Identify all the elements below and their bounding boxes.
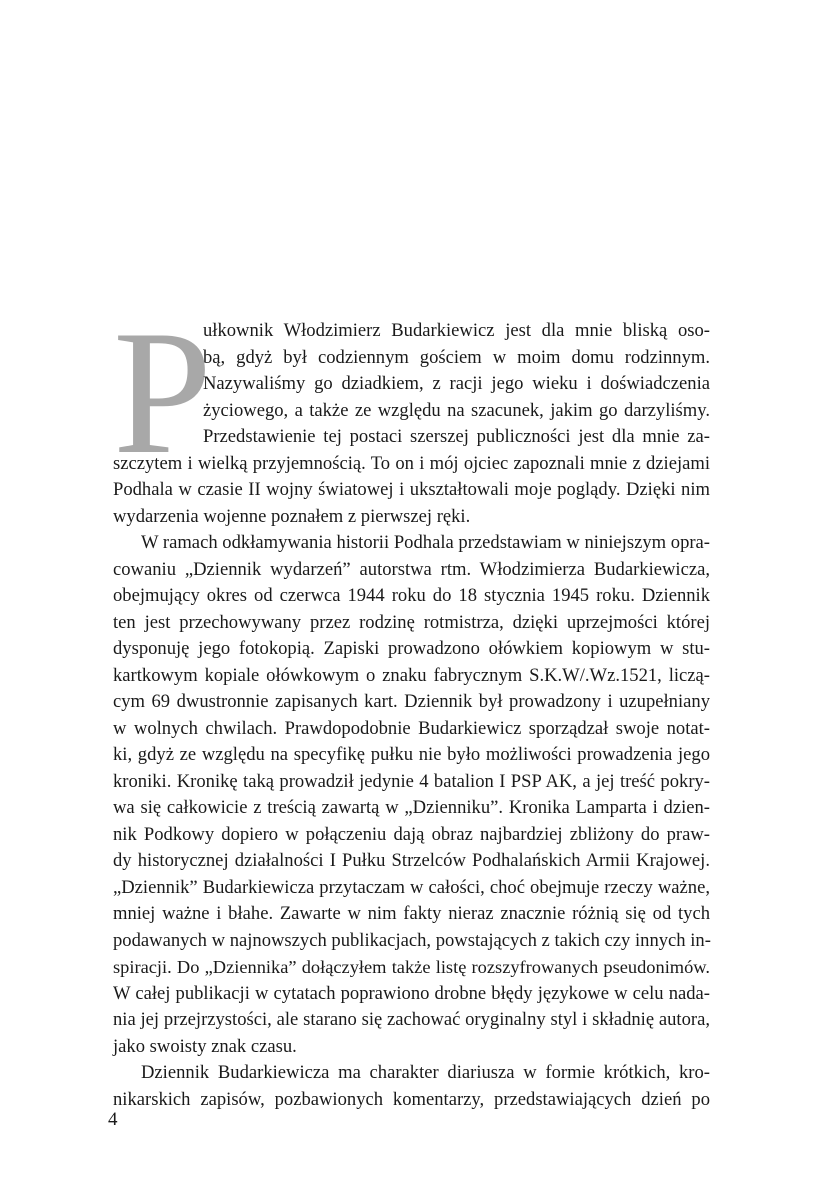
text-line: bą, gdyż był codziennym gościem w moim domu rodzinnym. xyxy=(203,346,710,368)
text-line: obejmujący okres od czerwca 1944 roku do 18 stycznia 1945 roku. Dziennik xyxy=(113,585,710,606)
text-line: kroniki. Kronikę taką prowadził jedynie 4 batalion I PSP AK, a jej treść pokry- xyxy=(113,770,710,792)
text-line: „Dziennik” Budarkiewicza przytaczam w całości, choć obejmuje rzeczy ważne, xyxy=(113,876,710,898)
paragraph xyxy=(113,318,710,530)
text-line: ten jest przechowywany przez rodzinę rotmistrza, dzięki uprzejmości której xyxy=(113,611,710,633)
text-line: nia jej przejrzystości, ale starano się zachować oryginalny styl i składnię autora, xyxy=(113,1009,710,1030)
text-line: jako swoisty znak czasu. xyxy=(113,1035,297,1057)
text-line: mniej ważne i błahe. Zawarte w nim fakty nieraz znacznie różnią się od tych xyxy=(113,903,710,924)
text-line: dy historycznej działalności I Pułku Strzelców Podhalańskich Armii Krajowej. xyxy=(113,850,710,871)
text-line: W całej publikacji w cytatach poprawiono drobne błędy językowe w celu nada- xyxy=(113,982,710,1004)
text-line: nikarskich zapisów, pozbawionych komentarzy, przedstawiających dzień po xyxy=(113,1088,710,1110)
text-line: ki, gdyż ze względu na specyfikę pułku nie było możliwości prowadzenia jego xyxy=(113,744,710,765)
text-line: podawanych w najnowszych publikacjach, powstających z takich czy innych in- xyxy=(113,929,711,951)
text-line: W ramach odkłamywania historii Podhala przedstawiam w niniejszym opra- xyxy=(141,532,710,553)
text-line: dysponuję jego fotokopią. Zapiski prowadzono ołówkiem kopiowym w stu- xyxy=(113,638,710,659)
text-line: Podhala w czasie II wojny światowej i ukształtowali moje poglądy. Dzięki nim xyxy=(113,479,710,500)
text-line: Przedstawienie tej postaci szerszej publiczności jest dla mnie za- xyxy=(203,426,710,447)
text-line: kartkowym kopiale ołówkowym o znaku fabrycznym S.K.W/.Wz.1521, liczą- xyxy=(113,664,710,686)
text-line: życiowego, a także ze względu na szacunek, jakim go darzyliśmy. xyxy=(203,399,710,421)
text-line: cym 69 dwustronnie zapisanych kart. Dziennik był prowadzony i uzupełniany xyxy=(113,691,710,712)
drop-cap-letter: P xyxy=(113,293,212,491)
page-number: 4 xyxy=(108,1109,118,1130)
text-line: wa się całkowicie z treścią zawartą w „Dzienniku”. Kronika Lamparta i dzien- xyxy=(113,797,710,818)
body-text xyxy=(113,318,710,1113)
text-line: w wolnych chwilach. Prawdopodobnie Budarkiewicz sporządzał swoje notat- xyxy=(113,717,710,739)
text-line: nik Podkowy dopiero w połączeniu dają obraz najbardziej zbliżony do praw- xyxy=(113,823,710,845)
text-line: spiracji. Do „Dziennika” dołączyłem także listę rozszyfrowanych pseudonimów. xyxy=(113,957,710,977)
paragraph xyxy=(113,1060,710,1113)
text-line: szczytem i wielką przyjemnością. To on i mój ojciec zapoznali mnie z dziejami xyxy=(113,452,710,474)
paragraph xyxy=(113,530,710,1060)
text-line: cowaniu „Dziennik wydarzeń” autorstwa rtm. Włodzimierza Budarkiewicza, xyxy=(113,558,710,580)
text-line: ułkownik Włodzimierz Budarkiewicz jest dla mnie bliską oso- xyxy=(203,320,710,341)
text-line: Nazywaliśmy go dziadkiem, z racji jego wieku i doświadczenia xyxy=(203,373,710,394)
text-line: Dziennik Budarkiewicza ma charakter diariusza w formie krótkich, kro- xyxy=(141,1062,710,1083)
text-line: wydarzenia wojenne poznałem z pierwszej ręki. xyxy=(113,505,471,527)
